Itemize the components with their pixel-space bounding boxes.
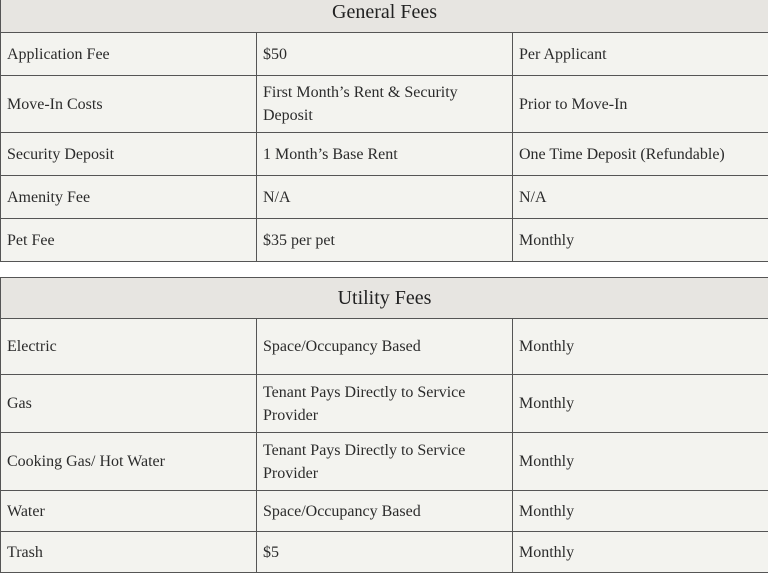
fee-amount: $50 [257, 33, 513, 76]
fee-name: Cooking Gas/ Hot Water [1, 433, 257, 491]
general-fees-title: General Fees [1, 0, 768, 33]
table-row [1, 76, 768, 133]
fee-amount: Space/Occupancy Based [257, 491, 513, 532]
fee-name: Gas [1, 375, 257, 433]
general-fees-table [0, 0, 768, 262]
table-row [1, 319, 768, 375]
fee-name: Application Fee [1, 33, 257, 76]
fee-frequency: Monthly [513, 375, 768, 433]
utility-fees-header-row [1, 278, 768, 319]
table-row [1, 433, 768, 491]
fee-amount: 1 Month’s Base Rent [257, 133, 513, 176]
table-row [1, 33, 768, 76]
fee-amount: $35 per pet [257, 219, 513, 262]
general-fees-header-row [1, 0, 768, 33]
fee-name: Move-In Costs [1, 76, 257, 133]
fee-amount: Tenant Pays Directly to Service Provider [257, 375, 513, 433]
fee-name: Water [1, 491, 257, 532]
fee-name: Security Deposit [1, 133, 257, 176]
fee-amount: First Month’s Rent & Security Deposit [257, 76, 513, 133]
fee-name: Amenity Fee [1, 176, 257, 219]
fee-amount: N/A [257, 176, 513, 219]
fee-frequency: Monthly [513, 532, 768, 573]
fee-frequency: Prior to Move-In [513, 76, 768, 133]
utility-fees-title: Utility Fees [1, 278, 768, 319]
fee-frequency: N/A [513, 176, 768, 219]
fee-frequency: Per Applicant [513, 33, 768, 76]
fee-amount: Space/Occupancy Based [257, 319, 513, 375]
table-row [1, 491, 768, 532]
table-row [1, 532, 768, 573]
fee-amount: $5 [257, 532, 513, 573]
utility-fees-table [0, 277, 768, 573]
fee-name: Trash [1, 532, 257, 573]
fee-frequency: Monthly [513, 219, 768, 262]
fee-frequency: Monthly [513, 319, 768, 375]
fee-amount: Tenant Pays Directly to Service Provider [257, 433, 513, 491]
table-row [1, 219, 768, 262]
fee-frequency: Monthly [513, 433, 768, 491]
fee-frequency: Monthly [513, 491, 768, 532]
fee-frequency: One Time Deposit (Refundable) [513, 133, 768, 176]
fee-name: Pet Fee [1, 219, 257, 262]
table-row [1, 133, 768, 176]
table-row [1, 375, 768, 433]
fee-name: Electric [1, 319, 257, 375]
table-row [1, 176, 768, 219]
